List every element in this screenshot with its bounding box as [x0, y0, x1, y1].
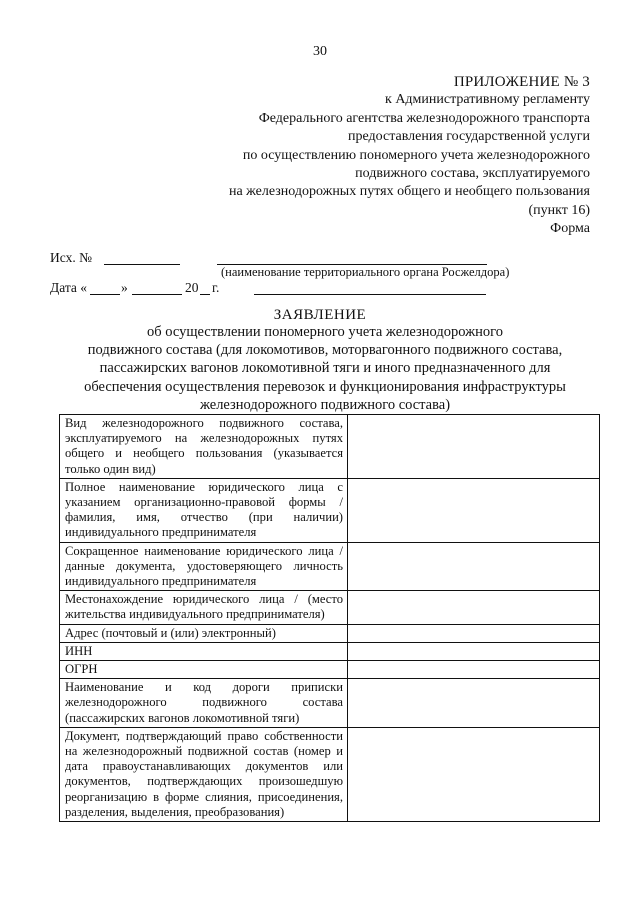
table-row	[60, 679, 600, 728]
subtitle-line: пассажирских вагонов локомотивной тяги и иного предназначенного для	[99, 360, 551, 377]
subtitle-line: об осуществлении пономерного учета железнодорожного	[146, 324, 503, 340]
field-label: Наименование и код дороги приписки железнодорожного подвижного состава (пассажирских вагонов локомотивной тяги)	[60, 679, 348, 728]
field-label: Сокращенное наименование юридического лица /данные документа, удостоверяющего личность индивидуального предпринимателя	[60, 542, 348, 591]
statement-title: ЗАЯВЛЕНИЕ	[273, 307, 367, 323]
form-label: Форма	[550, 221, 590, 237]
field-value[interactable]	[348, 415, 600, 479]
date-month-blank	[132, 282, 182, 295]
appendix-header	[170, 73, 590, 239]
table-row	[60, 478, 600, 542]
table-row	[60, 642, 600, 660]
year-suffix: г.	[212, 280, 220, 295]
table-row	[60, 591, 600, 624]
date-year-blank	[200, 282, 210, 295]
application-form-table	[59, 414, 600, 822]
year-prefix: 20	[185, 280, 199, 295]
appendix-title: ПРИЛОЖЕНИЕ № 3	[453, 74, 590, 90]
subtitle-line: обеспечения осуществления перевозок и функционирования инфраструктуры	[84, 378, 566, 395]
field-value[interactable]	[348, 624, 600, 642]
appendix-line: подвижного состава, эксплуатируемого	[355, 166, 590, 182]
date-open: Дата «	[50, 280, 88, 295]
table-row	[60, 661, 600, 679]
table-row	[60, 727, 600, 821]
appendix-line: Федерального агентства железнодорожного транспорта	[258, 110, 590, 126]
field-label: Адрес (почтовый и (или) электронный)	[60, 624, 348, 642]
field-value[interactable]	[348, 679, 600, 728]
table-row	[60, 624, 600, 642]
field-label: Вид железнодорожного подвижного состава, эксплуатируемого на железнодорожных путях общего и необщего пользования (указывается только один вид)	[60, 415, 348, 479]
field-value[interactable]	[348, 642, 600, 660]
appendix-line: на железнодорожных путях общего и необщего пользования	[228, 184, 590, 200]
subtitle-line: железнодорожного подвижного состава)	[199, 396, 451, 413]
field-label: Местонахождение юридического лица / (место жительства индивидуального предпринимателя)	[60, 591, 348, 624]
field-value[interactable]	[348, 727, 600, 821]
ref-label: Исх. №	[50, 250, 92, 265]
appendix-line: (пункт 16)	[528, 202, 590, 218]
field-value[interactable]	[348, 661, 600, 679]
field-value[interactable]	[348, 542, 600, 591]
org-caption: (наименование территориального органа Росжелдора)	[221, 265, 510, 279]
ref-number-blank	[104, 252, 180, 265]
subtitle-line: подвижного состава (для локомотивов, моторвагонного подвижного состава,	[87, 342, 563, 359]
field-label: Полное наименование юридического лица с указанием организационно-правовой формы / фамилия, имя, отчество (при наличии) индивидуального предпринимателя	[60, 478, 348, 542]
table-row	[60, 542, 600, 591]
date-day-blank	[90, 282, 120, 295]
page-number: 30	[313, 44, 327, 59]
appendix-line: по осуществлению пономерного учета железнодорожного	[242, 147, 590, 163]
table-row	[60, 415, 600, 479]
appendix-line: к Административному регламенту	[385, 92, 590, 108]
statement-subtitle	[60, 323, 590, 414]
field-label: Документ, подтверждающий право собственности на железнодорожный подвижной состав (номер и дата правоустанавливающих документов или документов, подтверждающих произошедшую реорганизацию в форме слияния, присоединения, разделения, выделения, преобразования)	[60, 727, 348, 821]
org-name-blank	[217, 252, 487, 265]
signature-blank	[254, 282, 486, 295]
meta-block	[50, 250, 610, 295]
field-label: ИНН	[60, 642, 348, 660]
date-close: »	[121, 280, 128, 295]
field-value[interactable]	[348, 591, 600, 624]
appendix-line: предоставления государственной услуги	[348, 129, 590, 145]
field-label: ОГРН	[60, 661, 348, 679]
field-value[interactable]	[348, 478, 600, 542]
